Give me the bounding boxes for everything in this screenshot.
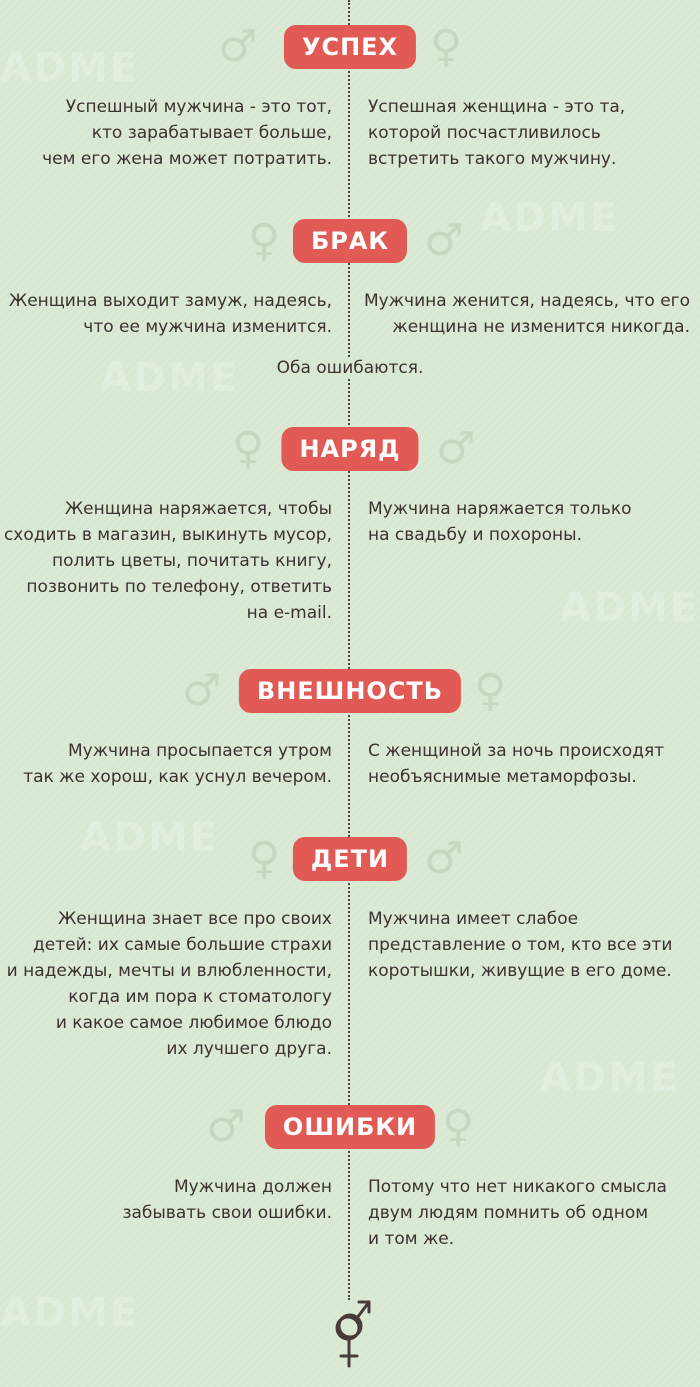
left-text — [2, 906, 332, 1062]
text-line: полить цветы, почитать книгу, — [51, 551, 332, 571]
right-text — [368, 496, 693, 548]
text-line: Потому что нет никакого смысла — [368, 1177, 667, 1197]
section-title: ОШИБКИ — [265, 1105, 435, 1149]
text-line: так же хорош, как уснул вечером. — [23, 767, 332, 787]
text-line: Женщина наряжается, чтобы — [64, 499, 332, 519]
male-icon: ♂ — [436, 423, 476, 474]
left-text — [2, 288, 332, 340]
female-icon: ♀ — [474, 665, 507, 716]
left-text — [2, 94, 332, 172]
text-line: детей: их самые большие страхи — [33, 935, 332, 955]
text-line: необъяснимые метаморфозы. — [368, 767, 637, 787]
male-icon: ♂ — [218, 21, 258, 72]
section-title: ВНЕШНОСТЬ — [239, 669, 461, 713]
female-icon: ♀ — [248, 215, 281, 266]
male-icon: ♂ — [206, 1101, 246, 1152]
text-line: Женщина выходит замуж, надеясь, — [8, 291, 332, 311]
text-line: на e-mail. — [246, 603, 332, 623]
text-line: Мужчина женится, надеясь, что его — [364, 291, 690, 311]
female-icon: ♀ — [248, 833, 281, 884]
text-line: женщина не изменится никогда. — [392, 317, 690, 337]
text-line: позвонить по телефону, ответить — [26, 577, 332, 597]
center-note — [0, 355, 700, 381]
text-line: забывать свои ошибки. — [122, 1203, 332, 1223]
text-line: встретить такого мужчину. — [368, 149, 617, 169]
male-icon: ♂ — [424, 215, 464, 266]
text-line: когда им пора к стоматологу — [68, 987, 332, 1007]
watermark: ADME — [540, 1055, 680, 1101]
text-line: Мужчина имеет слабое — [368, 909, 579, 929]
section-title: БРАК — [293, 219, 407, 263]
text-line: и том же. — [368, 1229, 455, 1249]
female-icon: ♀ — [430, 21, 463, 72]
male-icon: ♂ — [424, 833, 464, 884]
text-line: С женщиной за ночь происходят — [368, 741, 665, 761]
text-line: Успешная женщина - это та, — [368, 97, 626, 117]
right-text — [368, 94, 693, 172]
female-icon: ♀ — [442, 1101, 475, 1152]
section-title: ДЕТИ — [293, 837, 407, 881]
right-text — [368, 738, 693, 790]
watermark: ADME — [0, 1290, 140, 1336]
male-icon: ♂ — [182, 665, 222, 716]
female-icon: ♀ — [232, 423, 265, 474]
right-text — [368, 906, 693, 984]
text-line: что ее мужчина изменится. — [83, 317, 332, 337]
left-text — [2, 738, 332, 790]
text-line: и надежды, мечты и влюбленности, — [6, 961, 332, 981]
left-text — [2, 1174, 332, 1226]
text-line: Мужчина должен — [174, 1177, 332, 1197]
text-line: и какое самое любимое блюдо — [55, 1013, 332, 1033]
text-line: кто зарабатывает больше, — [91, 123, 332, 143]
watermark: ADME — [560, 585, 700, 631]
text-line: Женщина знает все про своих — [57, 909, 332, 929]
text-line: сходить в магазин, выкинуть мусор, — [3, 525, 332, 545]
text-line: представление о том, кто все эти — [368, 935, 673, 955]
watermark: ADME — [100, 355, 240, 401]
watermark: ADME — [480, 195, 620, 241]
text-line: чем его жена может потратить. — [42, 149, 332, 169]
male-female-icon — [326, 1290, 376, 1372]
watermark: ADME — [0, 45, 140, 91]
text-line: Мужчина наряжается только — [368, 499, 632, 519]
right-text — [355, 288, 690, 340]
text-line: их лучшего друга. — [166, 1039, 332, 1059]
right-text — [368, 1174, 693, 1252]
text-line: Успешный мужчина - это тот, — [65, 97, 332, 117]
section-title: НАРЯД — [281, 427, 418, 471]
text-line: двум людям помнить об одном — [368, 1203, 649, 1223]
left-text — [2, 496, 332, 626]
text-line: которой посчастливилось — [368, 123, 601, 143]
text-line: на свадьбу и похороны. — [368, 525, 583, 545]
watermark: ADME — [80, 815, 220, 861]
text-line: коротышки, живущие в его доме. — [368, 961, 672, 981]
note-text: Оба ошибаются. — [271, 358, 430, 378]
text-line: Мужчина просыпается утром — [68, 741, 332, 761]
section-title: УСПЕХ — [284, 25, 416, 69]
